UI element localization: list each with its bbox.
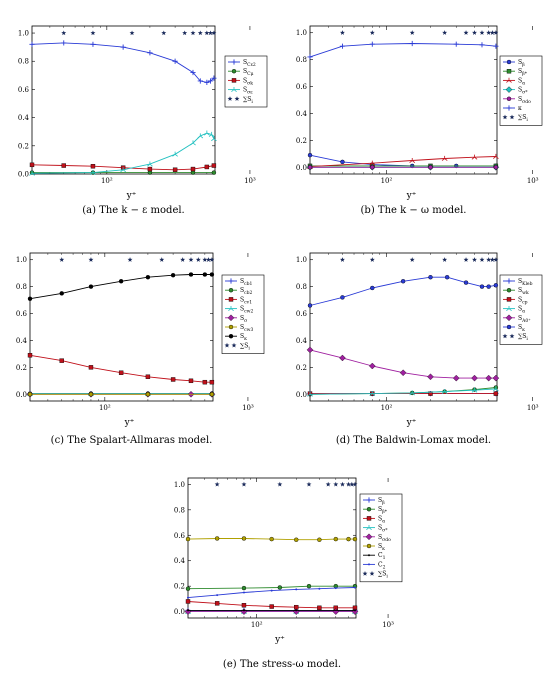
legend-label: $S_{\sigma do}$ — [378, 533, 391, 543]
legend-marker — [229, 325, 233, 329]
data-point — [60, 359, 64, 363]
data-point — [354, 586, 356, 588]
data-point — [335, 587, 337, 589]
legend-marker — [367, 516, 371, 520]
figure-caption: (e) The stress-ω model. — [222, 659, 342, 670]
legend-marker — [229, 288, 233, 292]
legend — [225, 56, 267, 107]
data-point — [270, 537, 274, 541]
data-point — [189, 379, 193, 383]
legend-label: $S_{Kleb}$ — [518, 278, 533, 287]
data-point — [191, 167, 195, 171]
legend-label: $S_{C\varepsilon 2}$ — [243, 59, 256, 68]
data-point — [186, 587, 190, 591]
data-point — [205, 165, 209, 169]
x-axis-label: y⁺ — [126, 191, 137, 201]
legend-marker — [229, 334, 233, 338]
legend-label: $S_\alpha$ — [518, 77, 526, 87]
legend — [222, 275, 264, 354]
legend-marker — [507, 288, 511, 292]
legend-label: $S_\kappa$ — [240, 333, 247, 343]
data-point — [189, 273, 193, 277]
x-tick-label: 10³ — [526, 177, 539, 185]
y-tick-label: 0.6 — [15, 310, 27, 319]
plot-frame — [30, 253, 213, 401]
x-tick-label: 10² — [380, 177, 393, 185]
chart-panel — [18, 26, 267, 216]
figure-caption: (c) The Spalart-Allmaras model. — [50, 435, 213, 446]
legend-label: $S_{A0^+}$ — [518, 314, 531, 324]
y-tick-label: 0.6 — [17, 85, 29, 94]
data-point — [242, 536, 246, 540]
x-axis-label: y⁺ — [406, 418, 417, 428]
legend-label: κ — [518, 105, 522, 112]
data-point — [119, 371, 123, 375]
y-tick-label: 0.2 — [295, 363, 307, 372]
data-point — [28, 297, 32, 301]
legend-marker — [368, 554, 370, 556]
y-tick-label: 0.4 — [15, 336, 27, 345]
legend-marker — [507, 297, 511, 301]
data-point — [401, 279, 405, 283]
y-tick-label: 0.8 — [173, 506, 185, 515]
data-point — [186, 537, 190, 541]
legend-label: $\sum S_i$ — [243, 95, 253, 105]
chart-panel — [296, 253, 542, 446]
legend-label: $S_{\sigma*}$ — [518, 86, 528, 96]
legend-marker — [232, 78, 236, 82]
legend-marker — [368, 563, 370, 565]
y-tick-label: 0.8 — [295, 283, 307, 292]
figure-caption: (d) The Baldwin-Lomax model. — [335, 435, 492, 446]
data-point — [242, 603, 246, 607]
data-point — [187, 597, 189, 599]
legend-marker — [507, 69, 511, 73]
legend-label: $C_1$ — [378, 552, 386, 562]
y-tick-label: 0.4 — [295, 109, 307, 118]
legend-label: $S_\sigma$ — [240, 314, 248, 324]
plot-frame — [310, 253, 497, 401]
y-tick-label: 0.4 — [295, 336, 307, 345]
legend-label: $S_\beta$ — [518, 59, 525, 68]
data-point — [295, 588, 297, 590]
legend-marker — [507, 97, 511, 101]
data-point — [30, 163, 34, 167]
data-point — [91, 164, 95, 168]
data-point — [318, 588, 320, 590]
data-point — [146, 375, 150, 379]
x-axis-label: y⁺ — [275, 635, 285, 645]
legend-marker — [507, 325, 511, 329]
y-tick-label: 0.0 — [295, 390, 307, 399]
legend — [500, 56, 542, 125]
data-point — [212, 171, 216, 175]
data-point — [60, 291, 64, 295]
x-tick-label: 10³ — [242, 404, 254, 412]
data-point — [487, 285, 491, 289]
data-point — [28, 392, 32, 396]
y-tick-label: 0.2 — [295, 136, 307, 145]
data-point — [146, 275, 150, 279]
data-point — [370, 165, 374, 169]
y-tick-label: 0.4 — [17, 114, 29, 123]
data-point — [294, 538, 298, 542]
data-point — [354, 609, 356, 611]
figure-caption: (b) The k − ω model. — [360, 205, 467, 216]
data-point — [308, 303, 312, 307]
legend-label: $S_{\beta*}$ — [378, 506, 387, 516]
data-point — [317, 606, 321, 610]
y-tick-label: 0.0 — [17, 170, 29, 179]
y-tick-label: 1.0 — [295, 29, 307, 38]
y-tick-label: 0.2 — [17, 142, 29, 151]
x-tick-label: 10³ — [382, 621, 394, 629]
x-tick-label: 10² — [380, 404, 393, 412]
legend-label: $S_{C\mu}$ — [243, 68, 254, 78]
data-point — [203, 380, 207, 384]
y-tick-label: 1.0 — [15, 256, 27, 265]
data-point — [186, 599, 190, 603]
y-tick-label: 1.0 — [173, 480, 185, 489]
chart-panel — [296, 26, 542, 216]
data-point — [270, 605, 274, 609]
legend-label: $\sum S_i$ — [518, 333, 528, 343]
legend-label: $\sum S_i$ — [518, 114, 528, 124]
data-point — [203, 273, 207, 277]
data-point — [370, 286, 374, 290]
data-point — [28, 353, 32, 357]
legend-label: $S_{cb2}$ — [240, 287, 253, 297]
x-tick-label: 10³ — [244, 177, 256, 185]
legend-marker — [229, 297, 233, 301]
data-point — [353, 537, 357, 541]
y-tick-label: 0.6 — [173, 531, 185, 540]
data-point — [464, 281, 468, 285]
x-tick-label: 10² — [250, 621, 263, 629]
y-tick-label: 0.0 — [295, 163, 307, 172]
legend-label: $S_\alpha$ — [378, 515, 386, 525]
legend-label: $S_{cb1}$ — [240, 278, 253, 287]
y-tick-label: 0.2 — [173, 582, 185, 591]
data-point — [271, 590, 273, 592]
legend-label: $S_\kappa$ — [518, 324, 525, 333]
x-tick-label: 10² — [98, 404, 111, 412]
data-point — [171, 377, 175, 381]
y-tick-label: 0.8 — [17, 57, 29, 66]
data-point — [216, 594, 218, 596]
chart-panel — [174, 478, 402, 670]
y-tick-label: 0.6 — [295, 310, 307, 319]
legend-label: $S_{wk}$ — [518, 287, 529, 297]
data-point — [494, 283, 498, 287]
legend-label: $S_{\sigma*}$ — [378, 524, 388, 534]
x-tick-label: 10³ — [526, 404, 539, 412]
legend-label: $\sum S_i$ — [240, 342, 250, 352]
x-tick-label: 10² — [100, 177, 113, 185]
legend-label: $S_{\beta*}$ — [518, 68, 527, 78]
data-point — [119, 279, 123, 283]
y-tick-label: 0.0 — [15, 390, 27, 399]
data-point — [242, 586, 246, 590]
data-point — [215, 601, 219, 605]
y-tick-label: 0.8 — [15, 283, 27, 292]
data-point — [307, 584, 311, 588]
data-point — [428, 165, 432, 169]
legend-label: $S_{cp}$ — [518, 296, 528, 306]
chart-panel — [16, 253, 264, 446]
data-point — [428, 275, 432, 279]
data-point — [212, 164, 216, 168]
legend-label: $S_\beta$ — [378, 497, 385, 506]
data-point — [243, 609, 245, 611]
legend-label: $\sum S_i$ — [378, 570, 388, 580]
data-point — [89, 285, 93, 289]
data-point — [334, 537, 338, 541]
data-point — [171, 273, 175, 277]
legend-marker — [507, 60, 511, 64]
x-axis-label: y⁺ — [124, 418, 135, 428]
legend-label: $S_{cw3}$ — [240, 324, 254, 333]
plot-frame — [310, 26, 497, 174]
legend-label: $S_\kappa$ — [378, 543, 385, 552]
data-point — [347, 537, 351, 541]
legend-label: $S_{\sigma do}$ — [518, 95, 531, 105]
y-tick-label: 0.2 — [15, 363, 27, 372]
data-point — [445, 275, 449, 279]
legend — [500, 275, 542, 344]
y-tick-label: 0.0 — [173, 608, 185, 617]
legend-marker — [367, 507, 371, 511]
data-point — [295, 609, 297, 611]
data-point — [89, 365, 93, 369]
legend-marker — [232, 69, 236, 73]
data-point — [340, 160, 344, 164]
data-point — [215, 536, 219, 540]
data-point — [278, 585, 282, 589]
legend-label: $C_2$ — [378, 561, 386, 571]
data-point — [187, 609, 189, 611]
legend-marker — [367, 544, 371, 548]
data-point — [210, 380, 214, 384]
legend-label: $S_{cv1}$ — [240, 296, 253, 306]
figure-caption: (a) The k − ε model. — [82, 205, 185, 216]
legend-label: $S_{cw2}$ — [240, 305, 254, 315]
legend-label: $S_{\sigma\varepsilon}$ — [243, 86, 253, 96]
data-point — [340, 295, 344, 299]
data-point — [494, 165, 498, 169]
data-point — [494, 392, 498, 396]
data-point — [243, 592, 245, 594]
data-point — [173, 168, 177, 172]
y-tick-label: 0.8 — [295, 56, 307, 65]
legend — [360, 494, 402, 582]
data-point — [308, 165, 312, 169]
data-point — [89, 392, 93, 396]
y-tick-label: 0.4 — [173, 557, 185, 566]
legend-label: $S_{\sigma k}$ — [243, 77, 253, 87]
data-point — [146, 392, 150, 396]
data-point — [317, 538, 321, 542]
data-point — [210, 392, 214, 396]
x-axis-label: y⁺ — [406, 191, 417, 201]
data-point — [210, 273, 214, 277]
y-tick-label: 0.6 — [295, 83, 307, 92]
data-point — [480, 285, 484, 289]
legend-label: $S_\alpha$ — [518, 305, 526, 315]
data-point — [62, 164, 66, 168]
y-tick-label: 1.0 — [295, 256, 307, 265]
plot-frame — [188, 478, 356, 618]
data-point — [308, 153, 312, 157]
y-tick-label: 1.0 — [17, 29, 29, 38]
data-point — [148, 167, 152, 171]
